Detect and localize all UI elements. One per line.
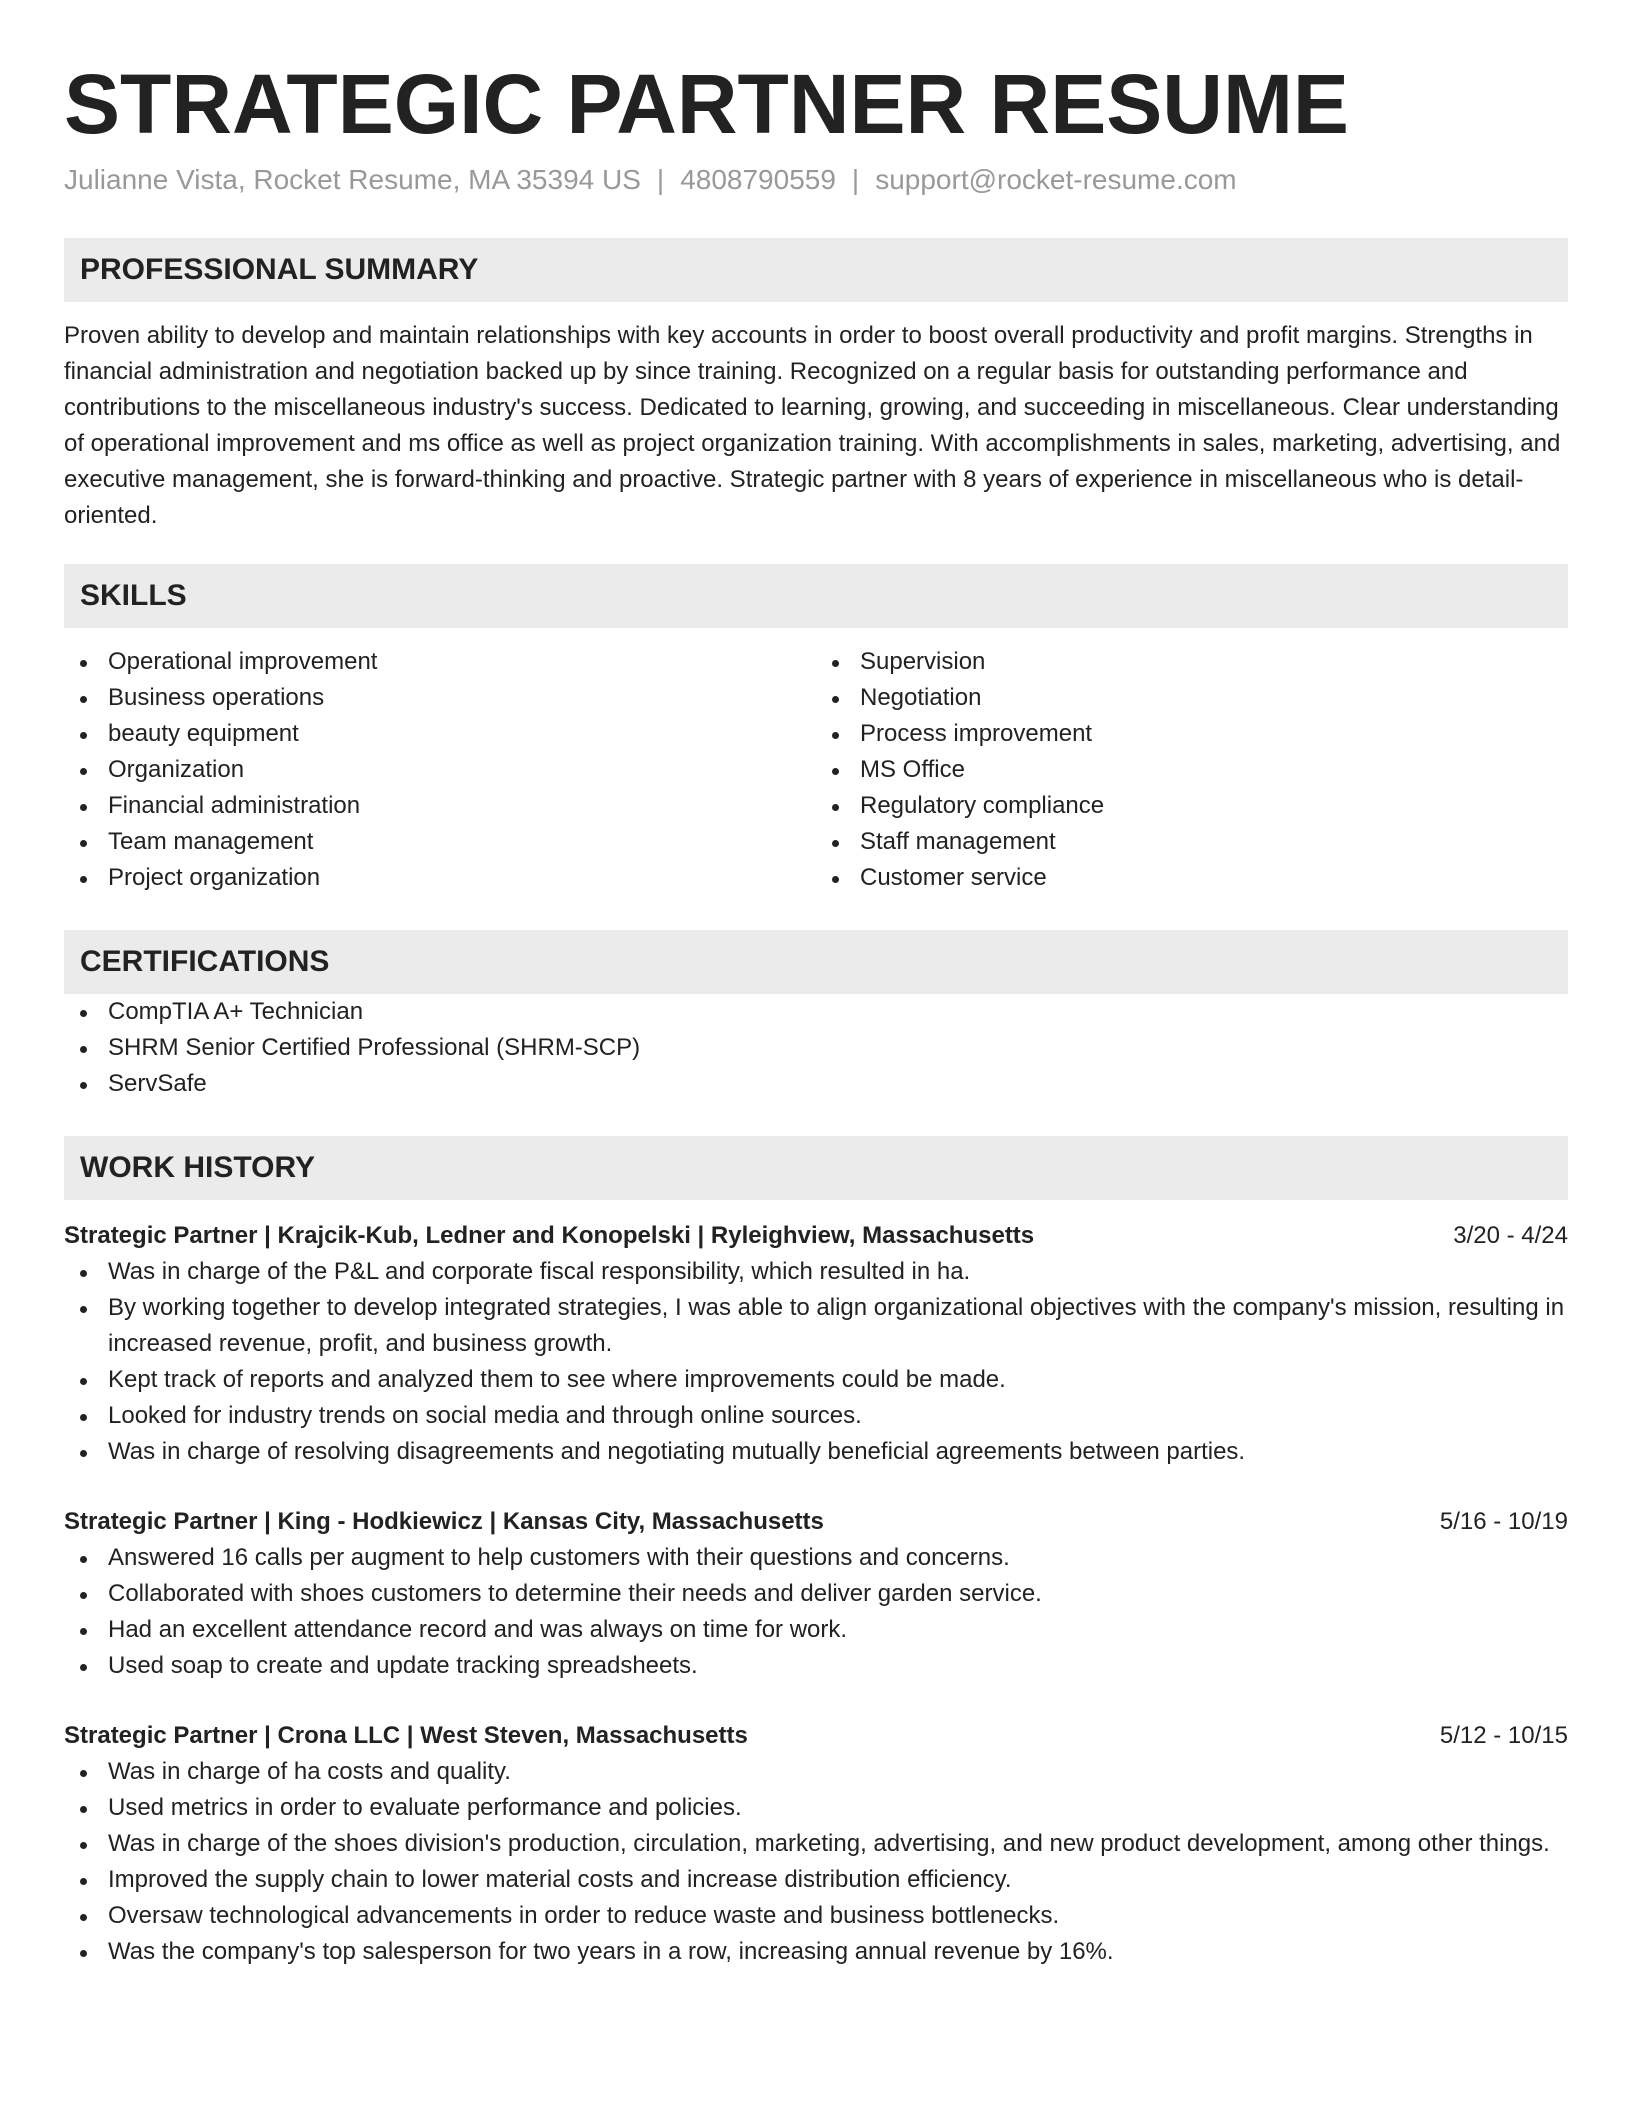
skill-item: Staff management bbox=[816, 824, 1568, 860]
skill-item: Process improvement bbox=[816, 716, 1568, 752]
job-bullet: Kept track of reports and analyzed them to see where improvements could be made. bbox=[64, 1362, 1568, 1398]
job-entry bbox=[64, 1504, 1568, 1684]
contact-phone: 4808790559 bbox=[680, 164, 836, 195]
job-header bbox=[64, 1718, 1568, 1754]
job-bullet: Oversaw technological advancements in order to reduce waste and business bottlenecks. bbox=[64, 1898, 1568, 1934]
certifications-heading: CERTIFICATIONS bbox=[64, 930, 1568, 994]
skill-item: Project organization bbox=[64, 860, 816, 896]
resume-title: STRATEGIC PARTNER RESUME bbox=[64, 57, 1349, 151]
contact-email: support@rocket-resume.com bbox=[875, 164, 1237, 195]
job-header bbox=[64, 1218, 1568, 1254]
skill-item: Team management bbox=[64, 824, 816, 860]
job-bullet: Had an excellent attendance record and was always on time for work. bbox=[64, 1612, 1568, 1648]
skill-item: Operational improvement bbox=[64, 644, 816, 680]
job-responsibilities bbox=[64, 1254, 1568, 1470]
job-title: Strategic Partner | Krajcik-Kub, Ledner and Konopelski | Ryleighview, Massachusetts bbox=[64, 1222, 1035, 1249]
skill-item: Organization bbox=[64, 752, 816, 788]
job-bullet: Collaborated with shoes customers to determine their needs and deliver garden service. bbox=[64, 1576, 1568, 1612]
job-bullet: Was in charge of resolving disagreements and negotiating mutually beneficial agreements between parties. bbox=[64, 1434, 1568, 1470]
certification-item: SHRM Senior Certified Professional (SHRM-SCP) bbox=[64, 1030, 1568, 1066]
job-dates: 3/20 - 4/24 bbox=[1453, 1222, 1568, 1249]
job-entry bbox=[64, 1718, 1568, 1970]
skill-item: Business operations bbox=[64, 680, 816, 716]
skill-item: Customer service bbox=[816, 860, 1568, 896]
job-header bbox=[64, 1504, 1568, 1540]
certification-item: CompTIA A+ Technician bbox=[64, 994, 1568, 1030]
summary-text: Proven ability to develop and maintain relationships with key accounts in order to boost overall productivity and profit margins. Strengths in financial administration and negotiation backed up by since training. Recognized on a regular basis for outstanding performance and contributions to the miscellaneous industry's success. Dedicated to learning, growing, and succeeding in miscellaneous. Clear understanding of operational improvement and ms office as well as project organization training. With accomplishments in sales, marketing, advertising, and executive management, she is forward-thinking and proactive. Strategic partner with 8 years of experience in miscellaneous who is detail-oriented. bbox=[64, 322, 1561, 529]
job-dates: 5/16 - 10/19 bbox=[1439, 1508, 1568, 1535]
summary-heading: PROFESSIONAL SUMMARY bbox=[64, 238, 1568, 302]
skill-item: Negotiation bbox=[816, 680, 1568, 716]
work-history-heading: WORK HISTORY bbox=[64, 1136, 1568, 1200]
job-entry bbox=[64, 1218, 1568, 1470]
job-bullet: Was in charge of the shoes division's production, circulation, marketing, advertising, and new product development, among other things. bbox=[64, 1826, 1568, 1862]
job-bullet: Improved the supply chain to lower material costs and increase distribution efficiency. bbox=[64, 1862, 1568, 1898]
job-dates: 5/12 - 10/15 bbox=[1439, 1722, 1568, 1749]
job-bullet: Was the company's top salesperson for two years in a row, increasing annual revenue by 16%. bbox=[64, 1934, 1568, 1970]
skill-item: beauty equipment bbox=[64, 716, 816, 752]
skill-item: Supervision bbox=[816, 644, 1568, 680]
job-responsibilities bbox=[64, 1754, 1568, 1970]
job-bullet: By working together to develop integrated strategies, I was able to align organizational objectives with the company's mission, resulting in increased revenue, profit, and business growth. bbox=[64, 1290, 1568, 1362]
job-title: Strategic Partner | King - Hodkiewicz | Kansas City, Massachusetts bbox=[64, 1508, 824, 1535]
certification-item: ServSafe bbox=[64, 1066, 1568, 1102]
job-title: Strategic Partner | Crona LLC | West Steven, Massachusetts bbox=[64, 1722, 748, 1749]
skills-right-column bbox=[816, 644, 1568, 896]
job-responsibilities bbox=[64, 1540, 1568, 1684]
certifications-list bbox=[64, 994, 1568, 1102]
contact-separator: | bbox=[656, 164, 665, 195]
contact-line bbox=[64, 162, 1568, 198]
job-bullet: Was in charge of ha costs and quality. bbox=[64, 1754, 1568, 1790]
skill-item: Regulatory compliance bbox=[816, 788, 1568, 824]
skill-item: MS Office bbox=[816, 752, 1568, 788]
job-bullet: Was in charge of the P&L and corporate fiscal responsibility, which resulted in ha. bbox=[64, 1254, 1568, 1290]
job-bullet: Answered 16 calls per augment to help customers with their questions and concerns. bbox=[64, 1540, 1568, 1576]
skills-heading: SKILLS bbox=[64, 564, 1568, 628]
skills-left-column bbox=[64, 644, 816, 896]
skills-grid bbox=[64, 644, 1568, 896]
job-bullet: Used soap to create and update tracking spreadsheets. bbox=[64, 1648, 1568, 1684]
contact-separator: | bbox=[851, 164, 860, 195]
job-bullet: Looked for industry trends on social media and through online sources. bbox=[64, 1398, 1568, 1434]
skill-item: Financial administration bbox=[64, 788, 816, 824]
contact-address: Julianne Vista, Rocket Resume, MA 35394 US bbox=[64, 164, 641, 195]
job-bullet: Used metrics in order to evaluate performance and policies. bbox=[64, 1790, 1568, 1826]
